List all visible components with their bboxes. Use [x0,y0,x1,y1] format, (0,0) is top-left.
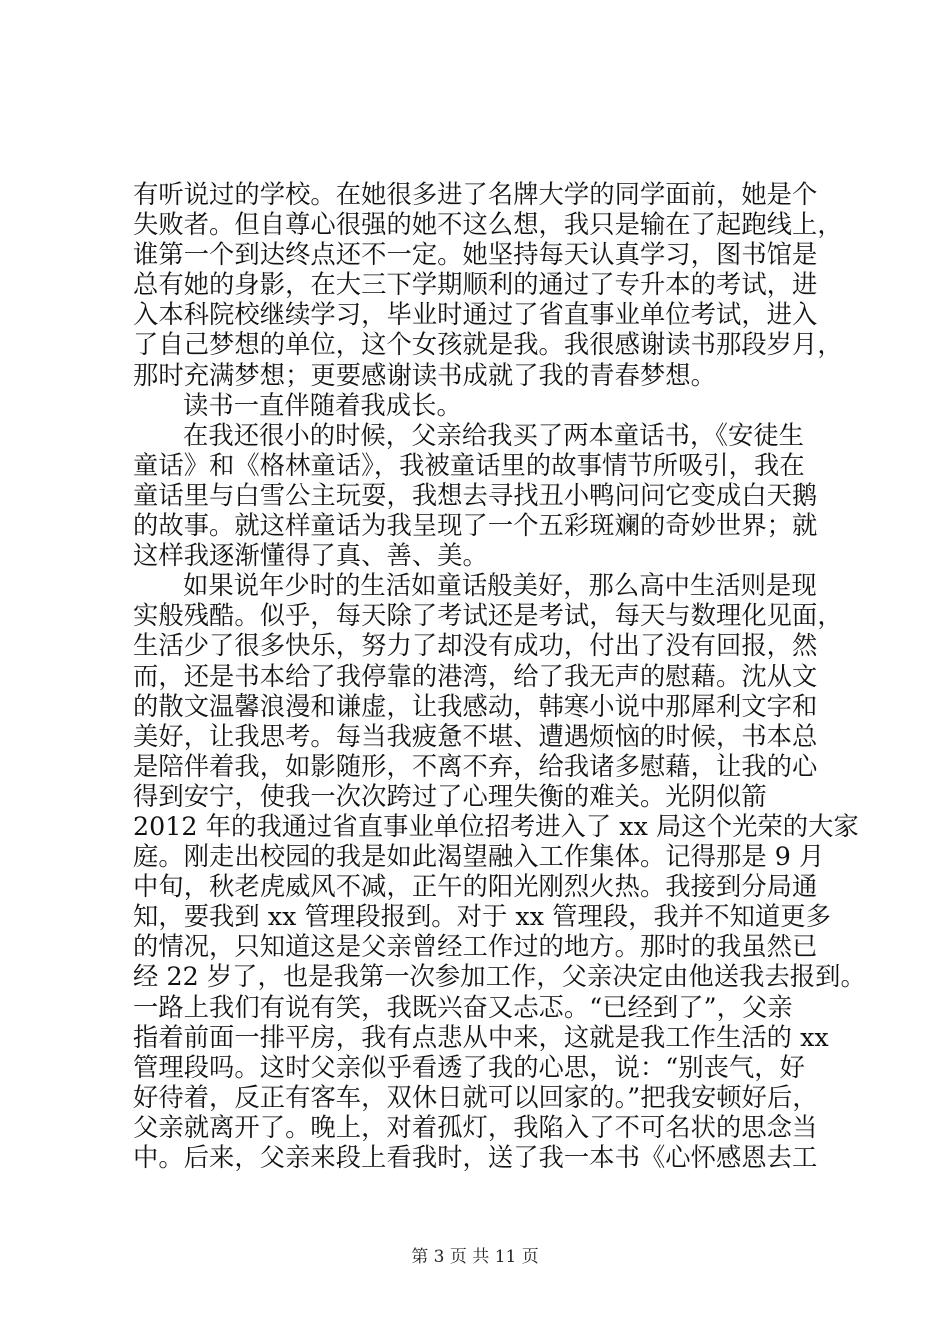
text-line: 指着前面一排平房，我有点悲从中来，这就是我工作生活的 xx [133,1022,829,1052]
text-line: 童话》和《格林童话》，我被童话里的故事情节所吸引，我在 [133,450,805,480]
text-line: 而，还是书本给了我停靠的港湾，给了我无声的慰藉。沈从文 [133,661,818,691]
body-text [133,180,866,1173]
text-line: 美好，让我思考。每当我疲惫不堪、遭遇烦恼的时候，书本总 [133,721,818,751]
text-line: 失败者。但自尊心很强的她不这么想，我只是输在了起跑线上， [133,210,843,240]
text-line: 有听说过的学校。在她很多进了名牌大学的同学面前，她是个 [133,180,818,209]
page-footer: 第 3 页 共 11 页 [411,1247,539,1267]
text-line: 管理段吗。这时父亲似乎看透了我的心思，说：“别丧气，好 [133,1052,806,1082]
text-line: 2012 年的我通过省直事业单位招考进入了 xx 局这个光荣的大家 [133,811,859,841]
text-line: 生活少了很多快乐，努力了却没有成功，付出了没有回报，然 [133,631,818,661]
text-line: 的故事。就这样童话为我呈现了一个五彩斑斓的奇妙世界；就 [133,511,818,541]
text-line: 这样我逐渐懂得了真、善、美。 [133,541,488,571]
text-line: 如果说年少时的生活如童话般美好，那么高中生活则是现 [183,571,817,601]
text-line: 父亲就离开了。晚上，对着孤灯，我陷入了不可名状的思念当 [133,1112,818,1142]
text-line: 得到安宁，使我一次次跨过了心理失衡的难关。光阴似箭 [133,781,767,811]
text-line: 谁第一个到达终点还不一定。她坚持每天认真学习，图书馆是 [133,240,818,270]
text-line: 的情况，只知道这是父亲曾经工作过的地方。那时的我虽然已 [133,932,818,962]
text-line: 的散文温馨浪漫和谦虚，让我感动，韩寒小说中那犀利文字和 [133,691,818,721]
text-line: 好待着，反正有客车，双休日就可以回家的。”把我安顿好后， [133,1082,818,1112]
text-line: 入本科院校继续学习，毕业时通过了省直事业单位考试，进入 [133,300,818,330]
text-line: 庭。刚走出校园的我是如此渴望融入工作集体。记得那是 9 月 [133,842,825,872]
text-line: 中旬，秋老虎威风不减，正午的阳光刚烈火热。我接到分局通 [133,872,818,902]
text-line: 一路上我们有说有笑，我既兴奋又忐忑。“已经到了”，父亲 [133,992,793,1022]
text-line: 中。后来，父亲来段上看我时，送了我一本书《心怀感恩去工 [133,1143,818,1172]
text-line: 了自己梦想的单位，这个女孩就是我。我很感谢读书那段岁月， [133,330,843,360]
text-line: 童话里与白雪公主玩耍，我想去寻找丑小鸭问问它变成白天鹅 [133,480,818,510]
text-line: 实般残酷。似乎，每天除了考试还是考试，每天与数理化见面， [133,601,843,631]
text-line: 那时充满梦想；更要感谢读书成就了我的青春梦想。 [133,360,716,390]
text-line: 总有她的身影，在大三下学期顺利的通过了专升本的考试，进 [133,270,818,300]
text-line: 是陪伴着我，如影随形，不离不弃，给我诸多慰藉，让我的心 [133,751,818,781]
text-line: 在我还很小的时候，父亲给我买了两本童话书，《安徒生 [183,420,805,450]
text-line: 经 22 岁了，也是我第一次参加工作，父亲决定由他送我去报到。 [133,962,866,992]
text-line: 读书一直伴随着我成长。 [183,390,462,420]
text-line: 知，要我到 xx 管理段报到。对于 xx 管理段，我并不知道更多 [133,902,831,932]
